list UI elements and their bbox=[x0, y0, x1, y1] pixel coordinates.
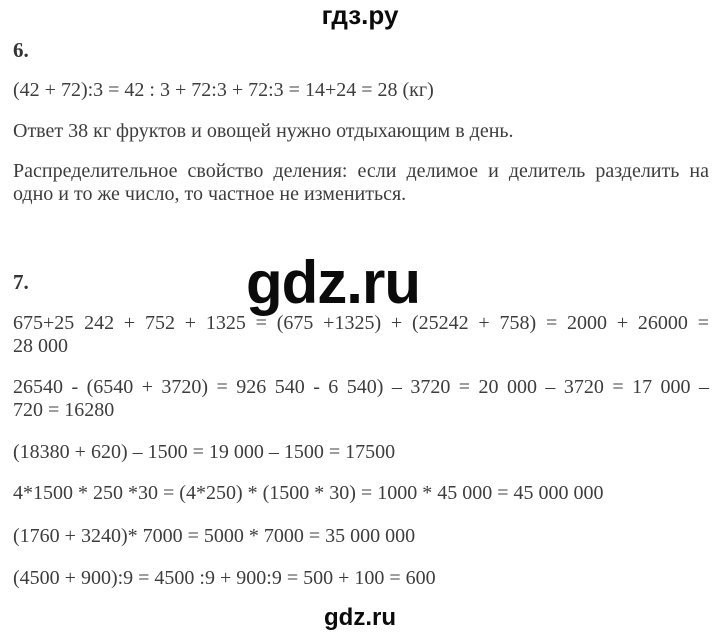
problem-7-equation-5: (1760 + 3240)* 7000 = 5000 * 7000 = 35 000 000 bbox=[13, 525, 416, 547]
problem-7-equation-2-line2: 720 = 16280 bbox=[13, 399, 115, 421]
problem-6-rule-line2: одно и то же число, то частное не измениться. bbox=[13, 183, 407, 205]
gdz-watermark: gdz.ru bbox=[246, 249, 420, 316]
problem-6-rule-line1: Распределительное свойство деления: если делимое и делитель разделить на bbox=[13, 160, 709, 182]
gdz-footer-logo: gdz.ru bbox=[324, 604, 396, 631]
problem-7-equation-1-line1: 675+25 242 + 752 + 1325 = (675 +1325) + (25242 + 758) = 2000 + 26000 = bbox=[13, 312, 709, 334]
problem-7-equation-2 bbox=[13, 376, 709, 422]
problem-6-rule bbox=[13, 160, 709, 206]
problem-7-equation-4: 4*1500 * 250 *30 = (4*250) * (1500 * 30) = 1000 * 45 000 = 45 000 000 bbox=[13, 482, 604, 504]
problem-7-number: 7. bbox=[13, 270, 29, 294]
problem-6-equation: (42 + 72):3 = 42 : 3 + 72:3 + 72:3 = 14+24 = 28 (кг) bbox=[13, 79, 434, 101]
problem-7-equation-6: (4500 + 900):9 = 4500 :9 + 900:9 = 500 + 100 = 600 bbox=[13, 567, 436, 589]
problem-7-equation-1 bbox=[13, 312, 709, 358]
gdz-header-logo: гдз.ру bbox=[321, 0, 399, 30]
problem-7-equation-1-line2: 28 000 bbox=[13, 335, 68, 357]
problem-7-equation-2-line1: 26540 - (6540 + 3720) = 926 540 - 6 540) – 3720 = 20 000 – 3720 = 17 000 – bbox=[13, 376, 709, 398]
problem-6-answer: Ответ 38 кг фруктов и овощей нужно отдыхающим в день. bbox=[13, 120, 514, 142]
problem-6-number: 6. bbox=[13, 38, 29, 62]
problem-7-equation-3: (18380 + 620) – 1500 = 19 000 – 1500 = 17500 bbox=[13, 441, 396, 463]
